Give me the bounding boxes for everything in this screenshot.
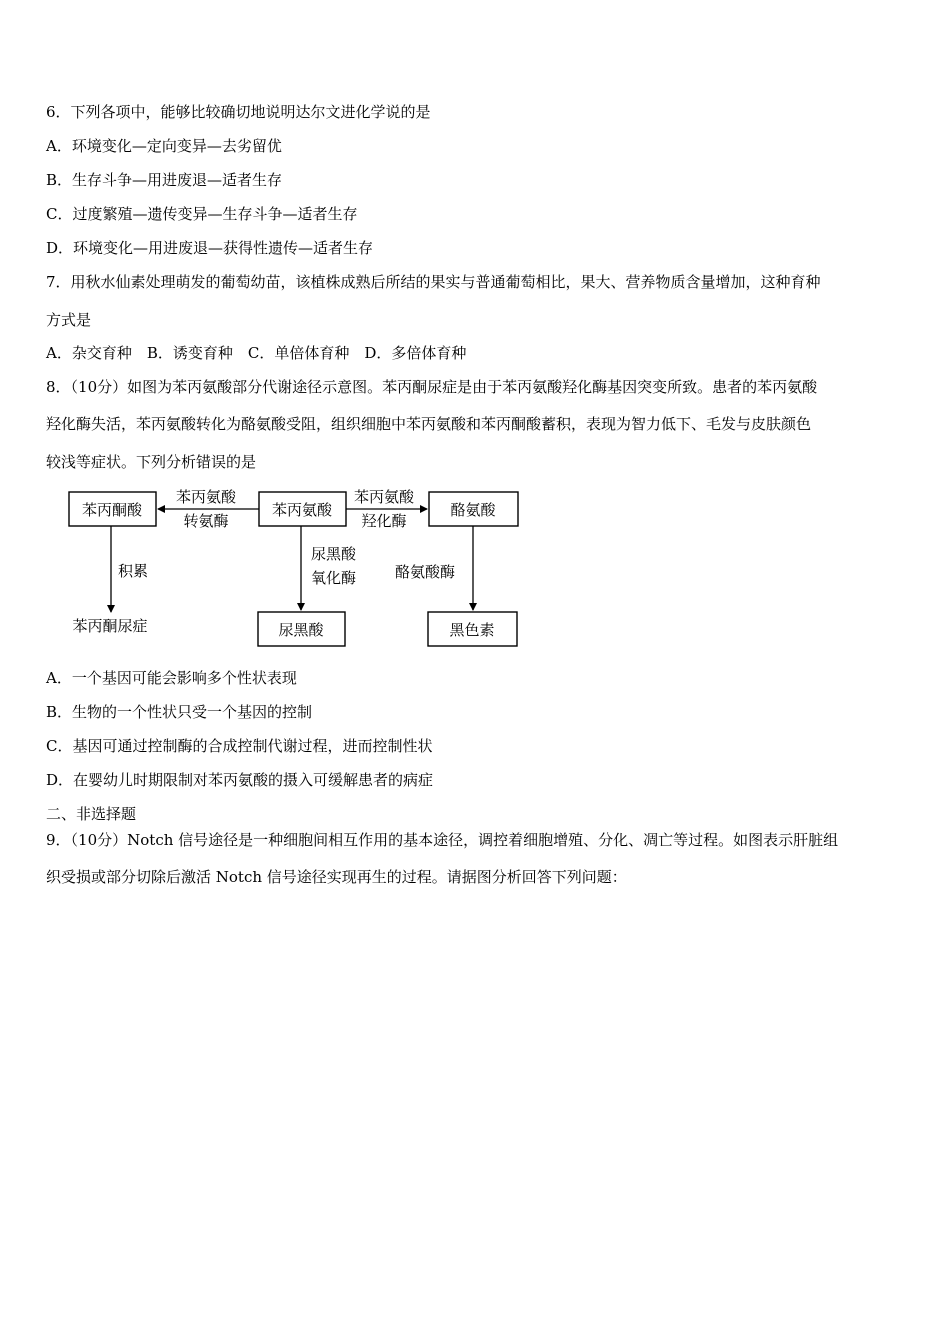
q8-stem-line3: 较浅等症状。下列分析错误的是 (46, 453, 257, 471)
edge-transaminase-line2: 转氨酶 (183, 512, 229, 530)
edge-tyrosinase: 酪氨酸酶 (395, 563, 456, 581)
q8-option-b: B．生物的一个性状只受一个基因的控制 (46, 703, 313, 721)
node-melanin: 黑色素 (449, 621, 495, 639)
q8-option-d: D．在婴幼儿时期限制对苯丙氨酸的摄入可缓解患者的病症 (46, 771, 434, 789)
node-pku: 苯丙酮尿症 (72, 617, 148, 635)
metabolism-diagram (60, 484, 530, 654)
section2-heading: 二、非选择题 (46, 805, 137, 823)
q6-option-c: C．过度繁殖—遗传变异—生存斗争—适者生存 (46, 205, 358, 223)
edge-accumulate: 积累 (118, 562, 149, 580)
q9-stem-line2: 织受损或部分切除后激活 Notch 信号途径实现再生的过程。请据图分析回答下列问题： (46, 868, 627, 886)
q7-stem-line1: 7．用秋水仙素处理萌发的葡萄幼苗，该植株成熟后所结的果实与普通葡萄相比，果大、营养物质含量增加，这种育种 (46, 273, 821, 291)
edge-oxidase-line2: 氧化酶 (311, 569, 357, 587)
q6-option-d: D．环境变化—用进废退—获得性遗传—适者生存 (46, 239, 374, 257)
edge-hydroxylase-line1: 苯丙氨酸 (353, 488, 415, 506)
q7-stem-line2: 方式是 (46, 311, 92, 329)
q6-option-b: B．生存斗争—用进废退—适者生存 (46, 171, 283, 189)
edge-hydroxylase-line2: 羟化酶 (361, 512, 407, 530)
q6-option-a: A．环境变化—定向变异—去劣留优 (46, 137, 282, 155)
edge-transaminase-line1: 苯丙氨酸 (175, 488, 237, 506)
q6-stem: 6．下列各项中，能够比较确切地说明达尔文进化学说的是 (46, 103, 431, 121)
node-phenylalanine: 苯丙氨酸 (271, 501, 333, 519)
node-tyrosine: 酪氨酸 (450, 501, 496, 519)
node-phenylpyruvate: 苯丙酮酸 (81, 501, 143, 519)
q7-options: A．杂交育种 B．诱变育种 C．单倍体育种 D．多倍体育种 (46, 344, 467, 362)
q8-stem-line2: 羟化酶失活，苯丙氨酸转化为酪氨酸受阻，组织细胞中苯丙氨酸和苯丙酮酸蓄积，表现为智力低下、毛发与皮肤颜色 (46, 415, 812, 433)
q8-option-a: A．一个基因可能会影响多个性状表现 (46, 669, 297, 687)
q8-option-c: C．基因可通过控制酶的合成控制代谢过程，进而控制性状 (46, 737, 433, 755)
edge-oxidase-line1: 尿黑酸 (311, 545, 357, 563)
q9-stem-line1: 9．（10分）Notch 信号途径是一种细胞间相互作用的基本途径，调控着细胞增殖、分化、凋亡等过程。如图表示肝脏组 (46, 831, 839, 849)
node-homogentisate: 尿黑酸 (278, 621, 324, 639)
q8-stem-line1: 8．（10分）如图为苯丙氨酸部分代谢途径示意图。苯丙酮尿症是由于苯丙氨酸羟化酶基因突变所致。患者的苯丙氨酸 (46, 378, 818, 396)
